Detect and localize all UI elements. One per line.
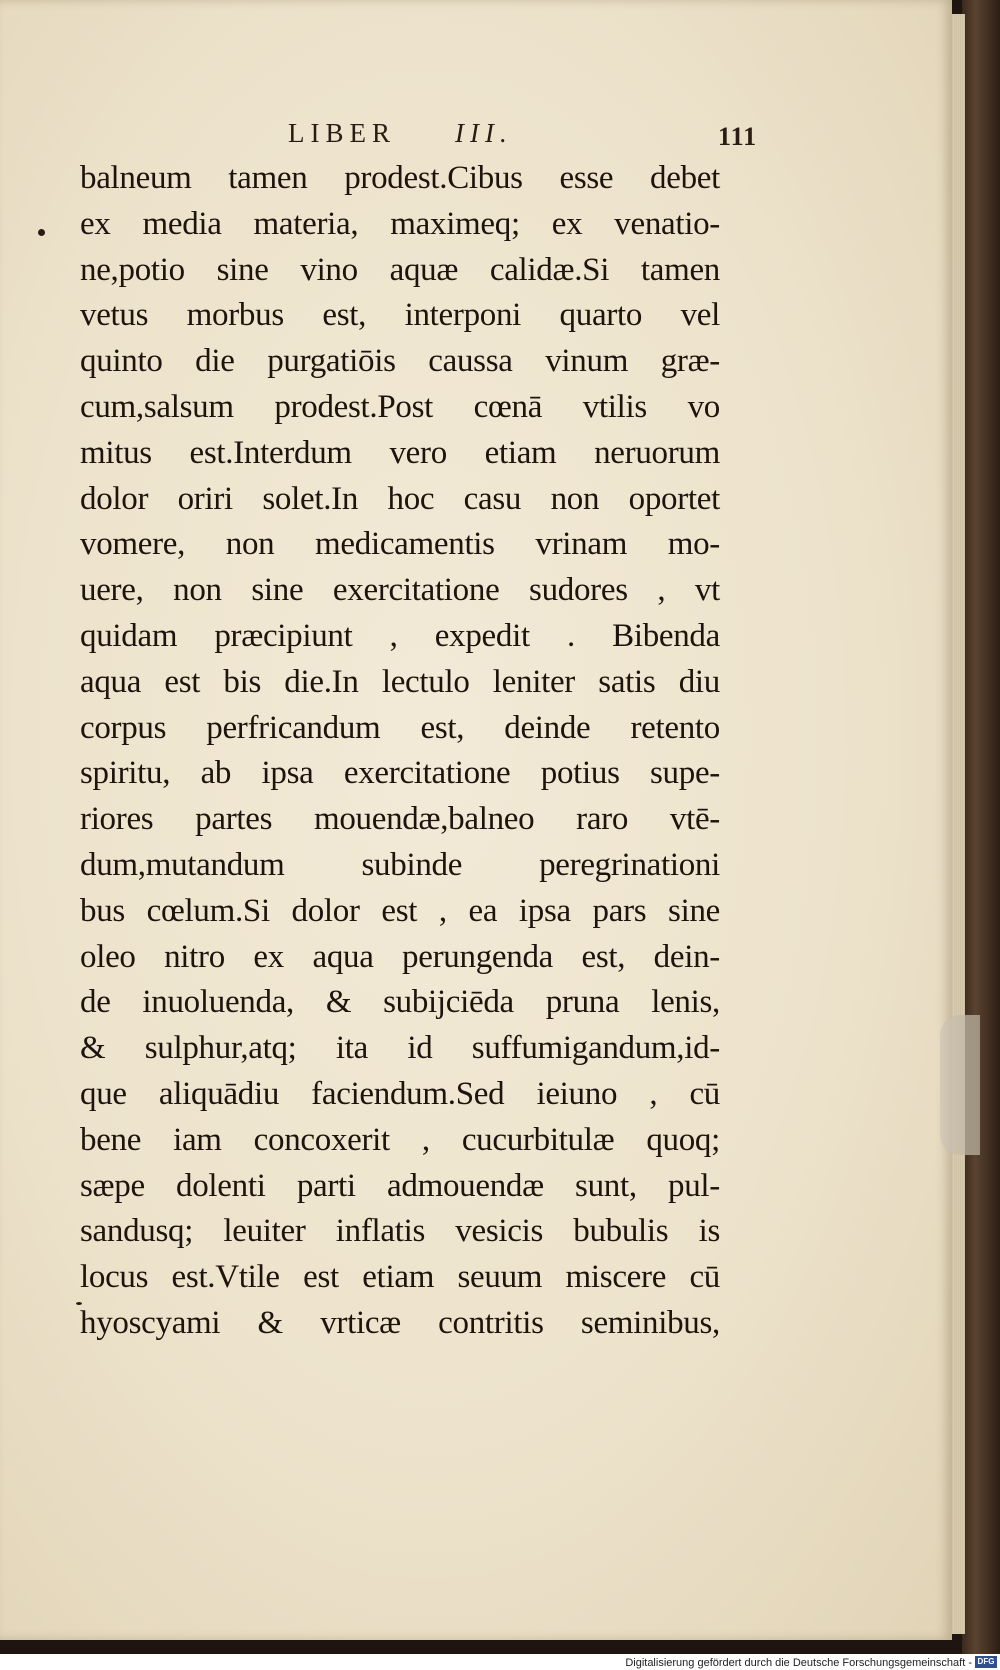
text-line: aqua est bis die.In lectulo leniter satis diu [80,663,720,700]
margin-mark [38,229,45,236]
text-line: de inuoluenda, & subijciēda pruna lenis, [80,984,720,1021]
text-line: ex media materia, maximeq; ex venatio- [80,205,720,242]
text-line: locus est.Vtile est etiam seuum miscere cū [80,1259,720,1296]
text-line: vomere, non medicamentis vrinam mo- [80,526,720,563]
text-line: vetus morbus est, interponi quarto vel [80,297,720,334]
text-line: quinto die purgatiōis caussa vinum græ- [80,343,720,380]
text-line: dolor oriri solet.In hoc casu non oportet [80,480,720,517]
text-line: que aliquādiu faciendum.Sed ieiuno , cū [80,1075,720,1112]
dfg-logo: DFG [975,1656,997,1668]
text-line: uere, non sine exercitatione sudores , vt [80,572,720,609]
text-line: hyoscyami & vrticæ contritis seminibus, [80,1304,720,1341]
text-line: sandusq; leuiter inflatis vesicis bubulis is [80,1213,720,1250]
running-head [280,118,680,152]
running-head-book-number: III. [455,118,513,148]
text-line: bus cœlum.Si dolor est , ea ipsa pars sine [80,892,720,929]
page-edges [950,14,965,1634]
text-line: balneum tamen prodest.Cibus esse debet [80,160,720,196]
text-line: riores partes mouendæ,balneo raro vtē- [80,801,720,838]
folio-number: 111 [718,122,758,151]
running-head-title: LIBER [288,118,396,148]
text-line: sæpe dolenti parti admouendæ sunt, pul- [80,1167,720,1204]
text-line: quidam præcipiunt , expedit . Bibenda [80,617,720,654]
text-line: bene iam concoxerit , cucurbitulæ quoq; [80,1121,720,1158]
main-text-block [80,156,720,1347]
page-clip [940,1015,980,1155]
text-line: oleo nitro ex aqua perungenda est, dein- [80,938,720,975]
text-line: spiritu, ab ipsa exercitatione potius supe- [80,755,720,792]
text-line: dum,mutandum subinde peregrinationi [80,846,720,883]
book-edge-background [962,0,1000,1654]
text-line: corpus perfricandum est, deinde retento [80,709,720,746]
footer-credit: Digitalisierung gefördert durch die Deutsche Forschungsgemeinschaft - [625,1657,972,1669]
text-line: ne,potio sine vino aquæ calidæ.Si tamen [80,251,720,288]
footer-bar [0,1654,1000,1670]
text-line: cum,salsum prodest.Post cœnā vtilis vo [80,388,720,425]
text-line: & sulphur,atq; ita id suffumigandum,id- [80,1030,720,1067]
text-line: mitus est.Interdum vero etiam neruorum [80,434,720,471]
